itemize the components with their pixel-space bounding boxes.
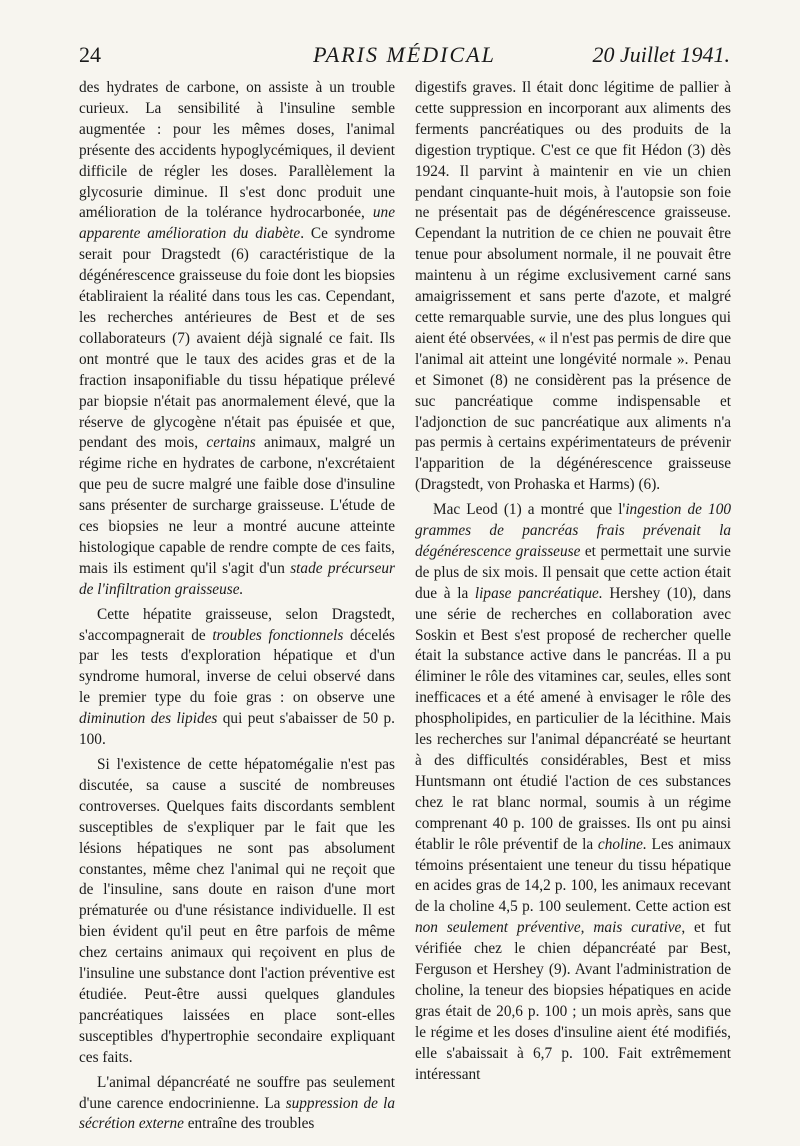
italic-text: non seulement préventive, mais curative xyxy=(415,919,682,937)
page-header xyxy=(79,40,730,76)
right-column xyxy=(415,78,731,1086)
text-run: Les animaux témoins présentaient une teneur du tissu hépatique en acides gras de 14,2 p. 100, les animaux recevant de la choline 4,5 p. 100 seulement. Cette action est xyxy=(415,835,731,916)
paragraph xyxy=(79,605,395,751)
paragraph xyxy=(79,78,395,601)
paragraph xyxy=(79,1073,395,1136)
italic-text: diminution des lipides xyxy=(79,710,218,728)
italic-text: choline. xyxy=(597,835,647,853)
text-run: . Ce syndrome serait pour Dragstedt (6) caractéristique de la dégénérescence graisseuse du foie dont les biopsies établiraient la réalité dans tous les cas. Cependant, les recherches antérieures de Best et de ses collaborateurs (7) avaient déjà signalé ce fait. Ils ont montré que le taux des acides gras et de la fraction insaponifiable du tissu hépatique prélevé par biopsie n'était pas anormalement élevé, que la réserve de glycogène n'était pas épuisée et que, pendant des mois, xyxy=(79,225,395,452)
text-run: décelés par les tests d'exploration hépatique et d'un syndrome humoral, inverse de celui observé dans le premier type du foie gras : on observe une xyxy=(79,626,396,707)
italic-text: ingestion de 100 grammes de pancréas frais prévenait la dégénérescence graisseuse xyxy=(415,501,731,560)
text-run: Si l'existence de cette hépatomégalie n'est pas discutée, sa cause a suscité de nombreuses controverses. Quelques faits discordants semblent susceptibles de s'expliquer par le fait que les lésions hépatiques ne sont pas absolument constantes, même chez l'animal qui ne reçoit que de l'insuline, sans doute en raison d'une mort prématurée ou d'une résistance individuelle. Il est bien évident qu'il peut en être parfois de même chez certains animaux qui reçoivent en plus de l'insuline une substance dont l'action préventive est étudiée. Peut-être aussi quelques glandules pancréatiques laissées en place sont-elles susceptibles d'hypertrophie secondaire expliquant ces faits. xyxy=(79,756,395,1066)
italic-text: troubles fonctionnels xyxy=(212,626,344,644)
italic-text: certains xyxy=(206,434,256,452)
text-run: L'animal dépancréaté ne souffre pas seulement d'une carence endocrinienne. La xyxy=(79,1073,395,1112)
text-run: , et fut vérifiée chez le chien dépancréaté par Best, Ferguson et Hershey (9). Avant l'administration de choline, la teneur des biopsies hépatiques en acide gras était de 20,6 p. 100 ; un mois après, sans que le régime et les doses d'insuline aient été modifiés, elle s'abaissait à 6,7 p. 100. Fait extrêmement intéressant xyxy=(415,919,731,1083)
italic-text: lipase pancréatique. xyxy=(474,584,603,602)
text-run: Cette hépatite graisseuse, selon Dragstedt, s'accompagnerait de xyxy=(79,605,395,644)
paragraph xyxy=(415,500,731,1085)
italic-text: stade précurseur de l'infiltration graisseuse. xyxy=(79,559,395,598)
text-run: Mac Leod (1) a montré que l' xyxy=(433,501,626,519)
paragraph xyxy=(415,78,731,496)
text-run: digestifs graves. Il était donc légitime de pallier à cette suppression en incorporant aux aliments des ferments pancréatiques ou des produits de la digestion tryptique. C'est ce que fit Hédon (3) dès 1924. Il parvint à maintenir en vie un chien pendant cinquante-huit mois, à l'autopsie son foie ne présentait pas de dégénérescence graisseuse. Cependant la nutrition de ce chien ne pouvait être tenue pour absolument normale, il ne pouvait être maintenu à un régime exclusivement carné sans amaigrissement et sans perte d'azote, et malgré cette remarquable survie, une des plus longues qui aient été observées, « il n'est pas permis de dire que l'animal ait atteint une longévité normale ». Penau et Simonet (8) ne considèrent pas la présence de suc pancréatique comme indispensable et l'adjonction de suc pancréatique aux aliments n'a pas permis à certains expérimentateurs de prévenir l'apparition de la dégénérescence graisseuse (Dragstedt, von Prohaska et Harms) (6). xyxy=(415,79,731,494)
italic-text: une apparente amélioration du diabète xyxy=(79,204,395,243)
text-run: entraîne des troubles xyxy=(183,1115,315,1133)
issue-date: 20 Juillet 1941. xyxy=(592,42,730,67)
text-run: qui peut s'abaisser de 50 p. 100. xyxy=(79,710,396,749)
text-run: Hershey (10), dans une série de recherches en collaboration avec Soskin et Best s'est proposé de rechercher quelle était la substance active dans le pancréas. Il a pu éliminer le rôle des vitamines car, seules, elles sont inefficaces et a été amené à envisager le rôle des phospholipides, en particulier de la lécithine. Mais les recherches sur l'animal dépancréaté se heurtant à des difficultés considérables, Best et miss Huntsmann ont étudié l'action de ces substances chez le rat blanc normal, soumis à un régime comprenant 40 p. 100 de graisses. Ils ont pu ainsi établir le rôle préventif de la xyxy=(415,584,731,853)
left-column xyxy=(79,78,395,1135)
paragraph xyxy=(79,755,395,1069)
page-number: 24 xyxy=(79,42,101,67)
text-run: animaux, malgré un régime riche en hydrates de carbone, n'excrétaient que peu de sucre malgré une faible dose d'insuline sans présenter de surcharge graisseuse. L'étude de ces biopsies ne leur a montré aucune atteinte histologique capable de rendre compte de ces faits, mais ils estiment qu'il s'agit d'un xyxy=(79,434,395,577)
text-run: et permettait une survie de plus de six mois. Il pensait que cette action était due à la xyxy=(415,542,731,602)
italic-text: suppression de la sécrétion externe xyxy=(79,1094,396,1133)
journal-title: PARIS MÉDICAL xyxy=(313,42,496,67)
text-run: des hydrates de carbone, on assiste à un trouble curieux. La sensibilité à l'insuline semble augmentée : pour les mêmes doses, l'animal présente des accidents hypoglycémiques, il devient difficile de régler les doses. Parallèlement la glycosurie diminue. Il s'est donc produit une amélioration de la tolérance hydrocarbonée, xyxy=(79,79,395,222)
